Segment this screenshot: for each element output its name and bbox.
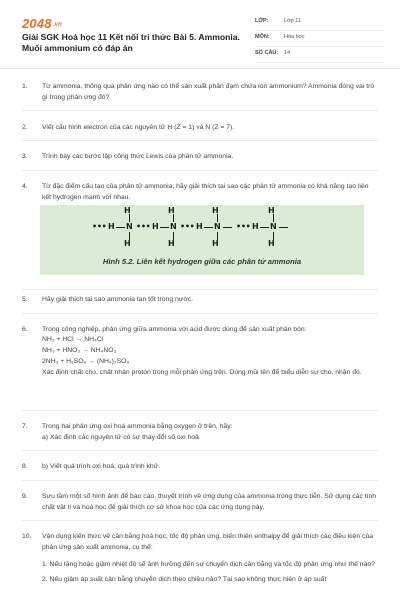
page-title: Giải SGK Hoá học 11 Kết nối tri thức Bài 5. Ammonia. Muối ammonium có đáp án	[22, 32, 240, 53]
question-text: Sưu tầm một số hình ảnh để báo cáo, thuyết trình về ứng dụng của ammonia trong thực tiễn. Sử dụng các tính chất vật lí và hoá học để giải thích cơ sở khoa học của các ứng dụng này.	[42, 493, 377, 511]
document-header	[0, 0, 400, 69]
question-subtext: a) Xác định các nguyên tử có sự thay đổi số oxi hoá.	[42, 434, 201, 441]
bond	[173, 214, 174, 222]
question-number: 7.	[22, 423, 28, 430]
question-body	[42, 421, 377, 443]
question-subtext: 1. Nếu tăng hoặc giảm nhiệt độ sẽ ảnh hưởng đến sự chuyển dịch cân bằng và tốc độ phản ứng như thế nào?	[42, 561, 375, 568]
question-number: 3.	[22, 153, 28, 160]
bond	[260, 227, 269, 228]
question-number: 4.	[22, 183, 28, 190]
question-number: 5.	[22, 296, 28, 303]
question-body	[42, 324, 377, 378]
bond	[204, 227, 213, 228]
divider	[22, 410, 378, 411]
atom-h: H	[252, 222, 259, 231]
question-subtext: 2. Nếu giảm áp suất cân bằng chuyển dịch theo chiều nào? Tại sao không thực hiện ở áp suất	[42, 576, 327, 583]
hbond-dots: •••	[136, 222, 151, 231]
atom-h: H	[152, 222, 159, 231]
question-body	[42, 531, 377, 585]
question-number: 2.	[22, 124, 28, 131]
divider	[22, 140, 378, 141]
meta-value: Hóa học	[284, 34, 305, 40]
atom-n: N	[170, 222, 177, 231]
question-number: 1.	[22, 83, 28, 90]
bond	[160, 227, 169, 228]
question-number: 10.	[22, 533, 32, 540]
question-text: Hãy giải thích tại sao ammonia tan tốt trong nước.	[42, 296, 194, 303]
meta-key: MÔN:	[255, 34, 270, 40]
divider	[22, 520, 378, 521]
hbond-dots: •••	[236, 222, 251, 231]
atom-h: H	[168, 239, 175, 248]
question-text: Vận dụng kiến thức về cân bằng hoá học, tốc độ phản ứng, biến thiên enthalpy để giải thích các điều kiện của phản ứng sản xuất ammonia, cụ thể:	[42, 533, 374, 551]
meta-key: SỐ CÂU:	[255, 50, 279, 56]
atom-h: H	[268, 206, 275, 215]
atom-h: H	[168, 206, 175, 215]
divider	[22, 170, 378, 171]
question-text: Từ ammonia, thông qua phản ứng nào có thể sản xuất phân đạm chứa ion ammonium? Ammonia đóng vai trò gì trong phản ứng đó?	[42, 83, 375, 101]
question-text: Trong hai phản ứng oxi hoá ammonia bằng oxygen ở trên, hãy:	[42, 423, 233, 430]
meta-value: Lớp 11	[284, 18, 301, 24]
bond	[129, 214, 130, 222]
question-text: Trình bày các bước lập công thức Lewis của phân tử ammonia.	[42, 153, 234, 160]
chem-equation: NH₃ + HNO₃ → NH₄NO₃	[42, 346, 117, 354]
question-text: Trong công nghiệp, phản ứng giữa ammonia với acid được dùng để sản xuất phân bón:	[42, 326, 307, 333]
question-number: 8.	[22, 463, 28, 470]
bond	[279, 227, 288, 228]
atom-h: H	[124, 206, 131, 215]
question-text: b) Viết quá trình oxi hoá, quá trình khử.	[42, 463, 161, 470]
hbond-dots: •••	[92, 222, 107, 231]
divider	[22, 289, 378, 290]
meta-row-subject	[255, 31, 385, 47]
divider	[22, 450, 378, 451]
atom-h: H	[212, 239, 219, 248]
chem-equation: NH₃ + HCl → NH₄Cl	[42, 336, 104, 343]
divider	[22, 313, 378, 314]
bond	[273, 214, 274, 222]
chem-equation: 2NH₃ + H₂SO₄ → (NH₄)₂SO₄	[42, 357, 130, 365]
atom-h: H	[108, 222, 115, 231]
meta-key: LỚP:	[255, 18, 269, 24]
divider	[22, 110, 378, 111]
meta-value: 14	[284, 50, 291, 56]
atom-h: H	[196, 222, 203, 231]
bond	[217, 214, 218, 222]
atom-n: N	[126, 222, 133, 231]
atom-h: H	[212, 206, 219, 215]
bond	[223, 227, 232, 228]
question-text: Viết cấu hình electron của các nguyên tử H (Z = 1) và N (Z = 7).	[42, 124, 235, 131]
figure-caption: Hình 5.2. Liên kết hydrogen giữa các phân tử ammonia	[102, 257, 302, 266]
divider	[22, 480, 378, 481]
question-text: Xác định chất cho, chất nhận proton trong mỗi phản ứng trên. Dùng mũi tên để biểu diễn sự cho, nhận đó.	[42, 369, 362, 377]
meta-table	[255, 15, 385, 63]
site-logo[interactable]: 2048.vn	[22, 16, 63, 31]
bond	[116, 227, 125, 228]
hbond-dots: •••	[180, 222, 195, 231]
atom-n: N	[214, 222, 221, 231]
atom-h: H	[124, 239, 131, 248]
meta-row-count	[255, 47, 385, 63]
question-number: 6.	[22, 326, 28, 333]
question-number: 9.	[22, 493, 28, 500]
hydrogen-bond-figure	[40, 205, 364, 275]
atom-n: N	[270, 222, 277, 231]
atom-h: H	[268, 239, 275, 248]
meta-row-class	[255, 15, 385, 31]
question-text: Từ đặc điểm cấu tạo của phân tử ammonia, hãy giải thích tại sao các phân tử ammonia có khả năng tạo liên kết hydrogen mạnh với nhau.	[42, 183, 369, 201]
